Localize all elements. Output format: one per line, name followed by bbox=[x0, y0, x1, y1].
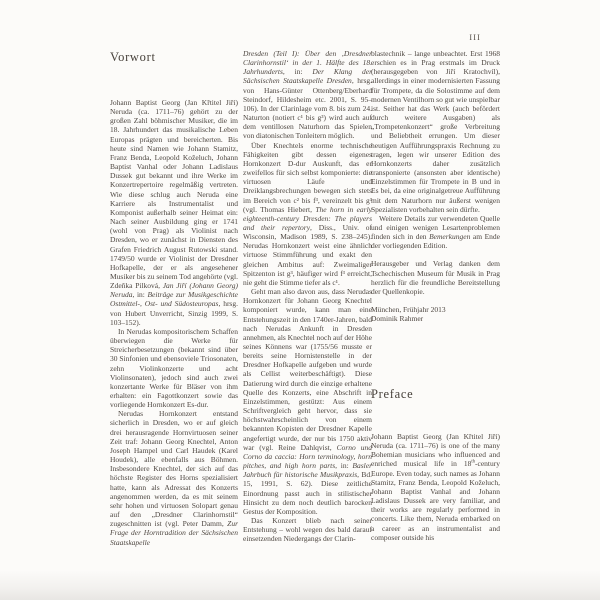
vorwort-paragraph-7: Das Konzert blieb nach seiner Entstehung – wohl wegen des bald darauf einsetzenden Niedergangs der Clarin- bbox=[243, 515, 372, 544]
acknowledgement-paragraph: Herausgeber und Verlag danken dem Tschechischen Museum für Musik in Prag herzlich für die freundliche Bereitstellung der Quellenkopie. bbox=[371, 259, 500, 296]
column-left bbox=[110, 50, 238, 547]
place-date-line: München, Frühjahr 2013 bbox=[371, 305, 446, 315]
vorwort-continuation bbox=[371, 49, 500, 323]
vorwort-paragraph-3: Nerudas Hornkonzert entstand sicherlich in Dresden, wo er auf gleich drei herausragende Hornvirtuosen seiner Zeit traf: Johann Georg Knechtel, Anton Joseph Hampel und Carl Haudek (Karel Houdek), alle ebenfalls aus Böhmen. Insbesondere Knechtel, der sich auf das höchste Register des Horns spezialisiert hatte, kann als Adressat des Konzerts angenommen werden, da es mit seinem sehr hohen und virtuosen Solopart genau auf den „Dresdner Clarinhornstil“ zugeschnitten ist (vgl. Peter Damm, Zur Frage der Horntradition der Sächsischen Staatskapelle bbox=[110, 409, 238, 547]
vorwort-paragraph-9: Weitere Details zur verwendeten Quelle und einigen wenigen Lesartenproblemen finden sich in den Bemerkungen am Ende der vorliegenden Edition. bbox=[371, 213, 500, 251]
column-right bbox=[371, 49, 500, 600]
vorwort-heading: Vorwort bbox=[110, 50, 156, 64]
vorwort-paragraph-5: Über Knechtels enorme technische Fähigkeiten gibt dessen eigenes Hornkonzert D-dur Auskunft, das er zweifellos für sich selbst komponierte: die virtuosen Läufe und Dreiklangsbrechungen bewegen sich stets im Bereich von c² bis f³, vereinzelt bis g³ (vgl. Thomas Hiebert, The horn in early eighteenth-century Dresden: The players and their repertory, Diss., Univ. of Wisconsin, Madison 1989, S. 238–245). Nerudas Hornkonzert weist eine ähnlich virtuose Stimmführung und exakt den gleichen Ambitus auf: Zweimaliger Spitzenton ist g³, häufiger wird f³ erreicht, nie geht die Stimme tiefer als c¹. bbox=[243, 140, 372, 287]
vorwort-paragraph-1: Johann Baptist Georg (Jan Křtitel Jiří) Neruda (ca. 1711–76) gehört zu der großen Zahl böhmischer Musiker, die im 18. Jahrhundert das musikalische Leben Europas prägten und bereicherten. Bis heute sind Namen wie Johann Stamitz, Franz Benda, Leopold Koželuch, Johann Baptist Vanhal oder Johann Ladislaus Dussek gut bekannt und ihre Werke im Konzertrepertoire regelmäßig vertreten. Wie diese schlug auch Neruda eine Karriere als Instrumentalist und Komponist außerhalb seiner Heimat ein: Nach seiner Ausbildung ging er 1741 (wohl von Prag) als Violinist nach Dresden, wo er zunächst in Diensten des Grafen Friedrich August Rutowski stand. 1749/50 wurde er Violinist der Dresdner Hofkapelle, der er als angesehener Musiker bis zu seinem Tod angehörte (vgl. Zdeňka Pilková, Jan Jiří (Johann Georg) Neruda, in: Beiträge zur Musikgeschichte Ostmittel-, Ost- und Südosteuropas, hrsg. von Hubert Unverricht, Sinzig 1999, S. 103–152). bbox=[110, 98, 238, 327]
scan-shadow bbox=[0, 570, 600, 600]
preface-paragraph-1: Johann Baptist Georg (Jan Křtitel Jiří) Neruda (ca. 1711–76) is one of the many Bohemian musicians who influenced and enriched musical life in 18th-century Europe. Even today, such names as Johann Stamitz, Franz Benda, Leopold Koželuch, Johann Baptist Vanhal and Johann Ladislaus Dussek are very familiar, and their works are regularly performed in concerts. Like them, Neruda embarked on a career as an instrumentalist and composer outside his bbox=[371, 432, 500, 542]
preface-section bbox=[371, 387, 500, 542]
vorwort-paragraph-6: Geht man also davon aus, dass Nerudas Hornkonzert für Johann Georg Knechtel komponiert wurde, kann man eine Entstehungszeit in den 1740er-Jahren, bald nach Nerudas Ankunft in Dresden annehmen, als Knechtel noch auf der Höhe seines Könnens war (1755/56 musste er bereits seine Hornistenstelle in der Dresdner Hofkapelle aufgeben und wurde als Cellist weiterbeschäftigt). Diese Datierung wird durch die einzige erhaltene Quelle des Konzerts, eine Abschrift in Einzelstimmen, gestützt: Aus einem Schriftvergleich geht hervor, dass sie höchstwahrscheinlich von einem bekannten Kopisten der Dresdner Kapelle angefertigt wurde, der nur bis 1750 aktiv war (vgl. Reine Dahlqvist, Corno und Corno da caccia: Horn terminology, horn pitches, and high horn parts, in: Basler Jahrbuch für historische Musikpraxis, Bd. 15, 1991, S. 62). Diese zeitliche Einordnung passt auch in stilistischer Hinsicht zu dem noch deutlich barocken Gestus der Komposition. bbox=[243, 287, 372, 516]
editor-signature: Dominik Rahmer bbox=[371, 314, 424, 324]
column-middle bbox=[243, 49, 372, 543]
vorwort-paragraph-8: blastechnik – lange unbeachtet. Erst 1968 erschien es in Prag erstmals im Druck (herausgegeben von Jiří Kratochvíl), allerdings in einer modernisierten Fassung für Trompete, da die Solostimme auf dem modernen Ventilhorn so gut wie unspielbar ist. Seither hat das Werk (auch befördert durch weitere Ausgaben) als „Trompetenkonzert“ große Verbreitung und Beliebtheit errungen. Um dieser heutigen Aufführungspraxis Rechnung zu tragen, legen wir unserer Edition des Hornkonzerts daher zusätzlich transponierte (ansonsten aber identische) Einzelstimmen für Trompete in B und in Es bei, da eine originalgetreue Aufführung mit dem Naturhorn nur äußerst wenigen Spezialisten vorbehalten sein dürfte. bbox=[371, 49, 500, 214]
page-number: III bbox=[469, 33, 481, 42]
vorwort-paragraph-4: Dresden (Teil I): Über den ‚Dresdner Clarinhornstil‘ in der 1. Hälfte des 18. Jahrhunderts, in: Der Klang der Sächsischen Staatskapelle Dresden, hrsg. von Hans-Günter Ottenberg/Eberhard Steindorf, Hildesheim etc. 2001, S. 95–106). In der Clarinlage vom 8. bis zum 24. Naturton (notiert c¹ bis g³) wird auch auf dem ventillosen Naturhorn das Spielen von diatonischen Tonleitern möglich. bbox=[243, 49, 372, 141]
preface-heading: Preface bbox=[371, 387, 414, 401]
vorwort-paragraph-2: In Nerudas kompositorischem Schaffen überwiegen die Werke für Streicherbesetzungen (bekannt sind über 30 Sinfonien und ebensoviele Triosonaten, zehn Violinkonzerte und acht Violinsonaten), jedoch sind auch zwei konzertante Werke für Bläser von ihm erhalten: ein Fagottkonzert sowie das vorliegende Hornkonzert Es-dur. bbox=[110, 326, 238, 410]
